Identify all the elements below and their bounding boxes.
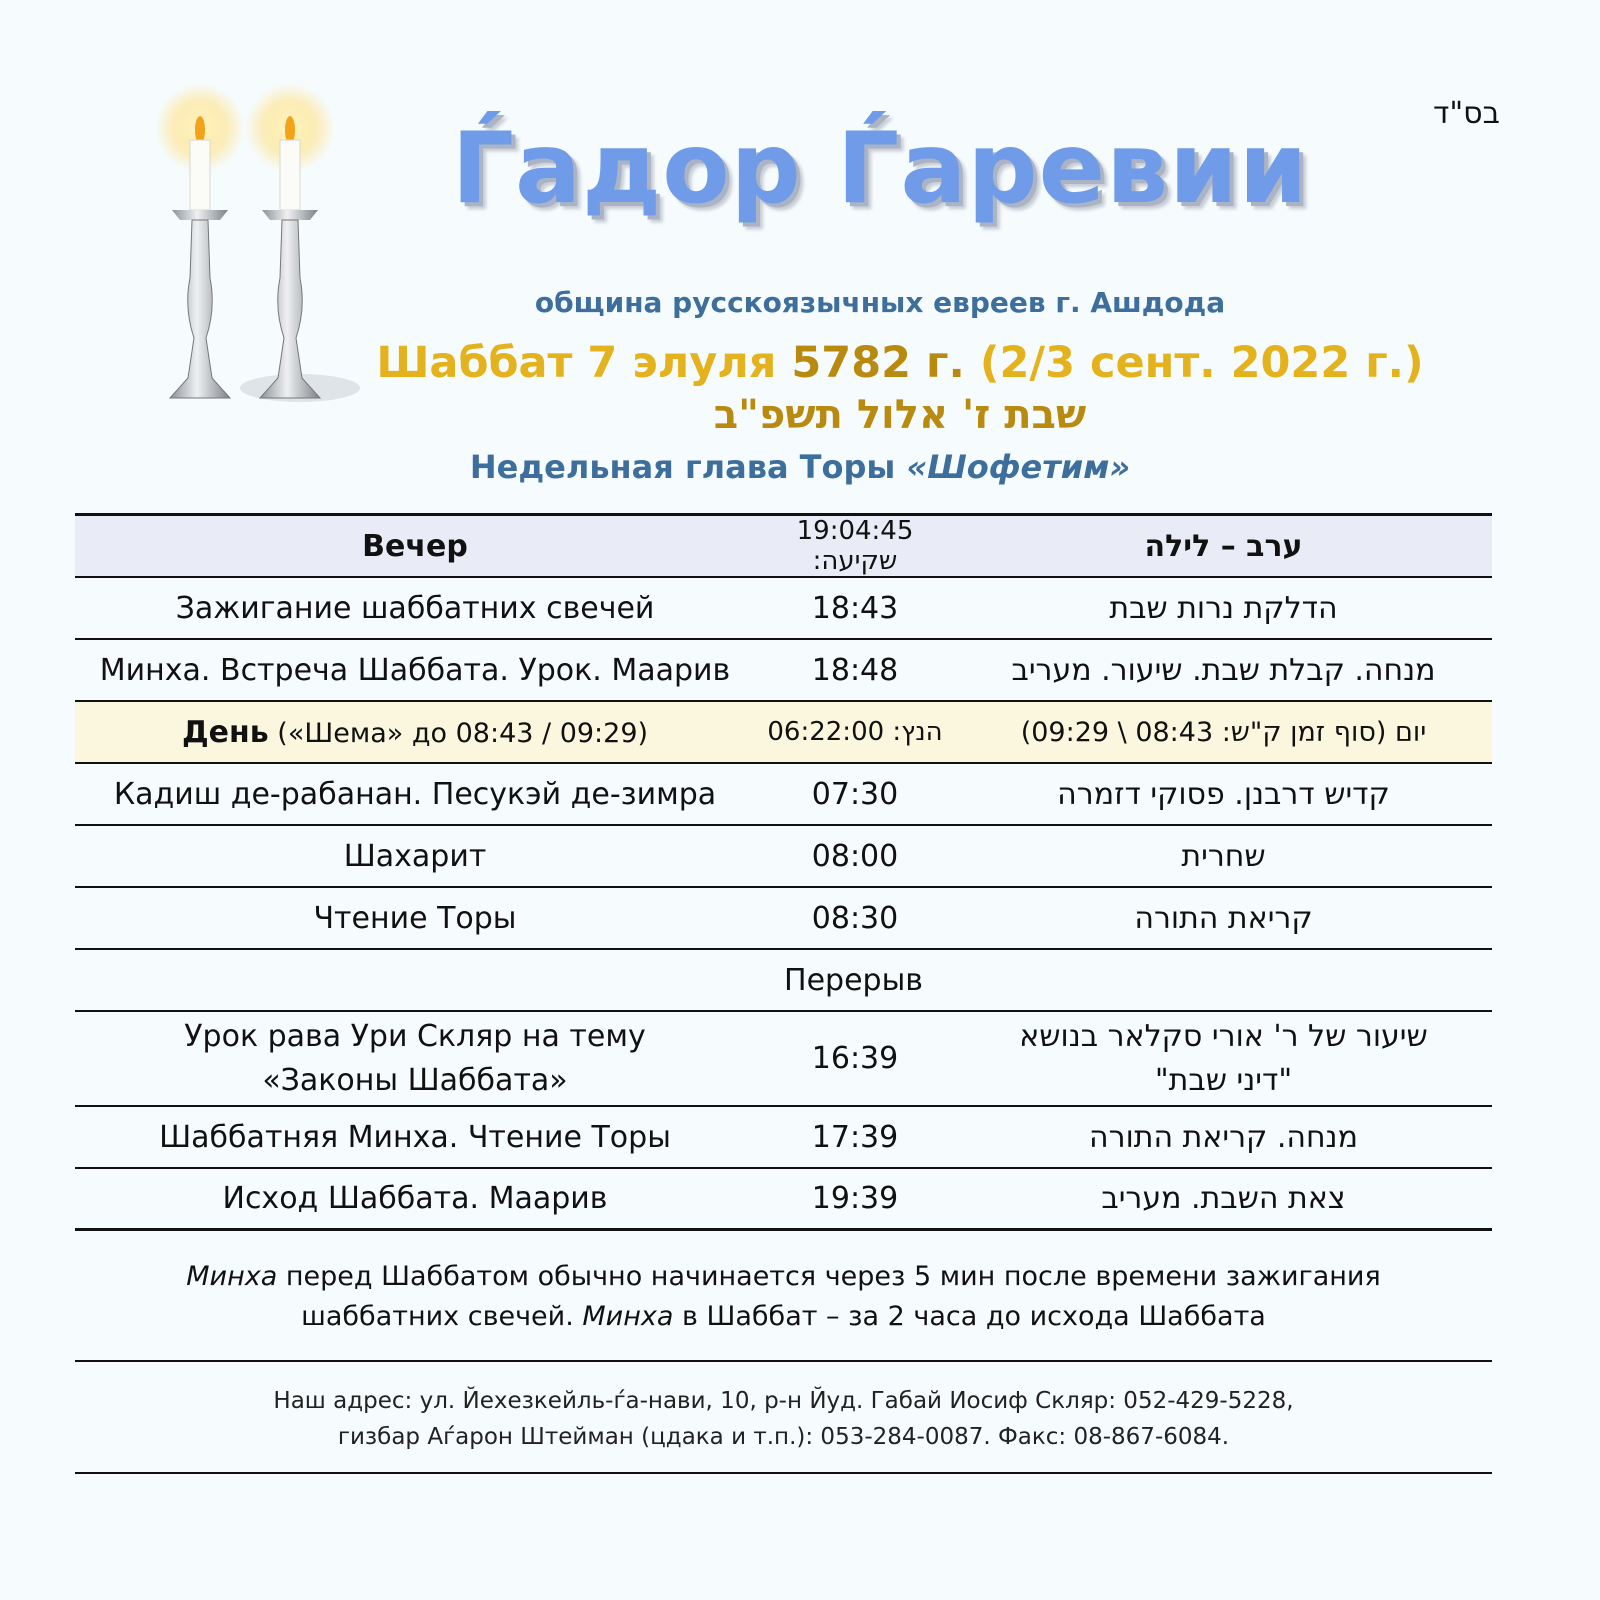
break-label: Перерыв xyxy=(784,962,923,998)
break-row xyxy=(75,950,1492,1012)
page-title: Ѓадор Ѓаревии xyxy=(451,112,1309,226)
note-text-3: в Шаббат – за 2 часа до исхода Шаббата xyxy=(673,1301,1266,1332)
day-ru xyxy=(75,715,755,750)
row-he: צאת השבת. מעריב xyxy=(1101,1181,1346,1216)
lesson-ru-line1: Урок рава Ури Скляр на тему xyxy=(184,1018,646,1054)
lesson-ru-line2: «Законы Шаббата» xyxy=(262,1062,568,1098)
table-row xyxy=(75,888,1492,950)
shabbat-date-ru-c: (2/3 сент. 2022 г.) xyxy=(979,338,1424,388)
row-he: שחרית xyxy=(1181,838,1266,874)
lesson-time: 16:39 xyxy=(811,1041,899,1076)
address-line-2: гизбар Аѓарон Штейман (цдака и т.п.): 053-284-0087. Факс: 08-867-6084. xyxy=(337,1424,1230,1450)
table-row xyxy=(75,1107,1492,1169)
row-time: 18:48 xyxy=(811,652,899,688)
row-ru: Кадиш де-рабанан. Песукэй де-зимра xyxy=(113,776,717,812)
note-text-1: перед Шаббатом обычно начинается через 5 мин после времени зажигания xyxy=(277,1261,1381,1292)
day-header-row xyxy=(75,702,1492,764)
row-he: קדיש דרבנן. פסוקי דזמרה xyxy=(1057,776,1390,812)
lesson-he xyxy=(955,1015,1492,1103)
divider-bottom xyxy=(75,1472,1492,1474)
note-text-2: шаббатних свечей. xyxy=(301,1301,583,1332)
row-time: 19:39 xyxy=(811,1181,899,1216)
lesson-ru xyxy=(75,1015,755,1103)
shabbat-date-ru xyxy=(0,338,1600,388)
table-row xyxy=(75,826,1492,888)
lesson-row xyxy=(75,1012,1492,1107)
bsd-mark: בס"ד xyxy=(1433,96,1500,131)
table-row xyxy=(75,764,1492,826)
row-time: 08:30 xyxy=(811,900,899,936)
row-he: קריאת התורה xyxy=(1134,900,1313,936)
lesson-he-line2: "דיני שבת" xyxy=(1154,1062,1293,1098)
parasha-line xyxy=(0,448,1600,486)
note-minha-2: Минха xyxy=(582,1301,674,1332)
day-shema: («Шема» до 08:43 / 09:29) xyxy=(268,717,649,749)
row-ru: Минха. Встреча Шаббата. Урок. Маарив xyxy=(99,652,731,688)
row-ru: Шахарит xyxy=(343,838,487,874)
row-ru: Исход Шаббата. Маарив xyxy=(222,1181,608,1216)
parasha-prefix: Недельная глава Торы xyxy=(469,448,907,486)
lesson-he-line1: שיעור של ר' אורי סקלאר בנושא xyxy=(1019,1018,1428,1054)
parasha-name: «Шофетим» xyxy=(906,448,1131,486)
row-ru: Зажигание шаббатних свечей xyxy=(175,590,655,626)
schedule-table xyxy=(75,513,1492,1231)
row-time: 17:39 xyxy=(811,1119,899,1155)
address-line-1: Наш адрес: ул. Йехезкейль-ѓа-нави, 10, р-н Йуд. Габай Иосиф Скляр: 052-429-5228, xyxy=(273,1388,1294,1414)
row-he: מנחה. קבלת שבת. שיעור. מעריב xyxy=(1011,652,1436,688)
minha-note xyxy=(75,1257,1492,1337)
table-row xyxy=(75,578,1492,640)
divider-top xyxy=(75,1360,1492,1362)
table-row xyxy=(75,1169,1492,1231)
sunrise-time: 06:22:00 :הנץ xyxy=(767,717,943,747)
note-minha-1: Минха xyxy=(186,1261,278,1292)
row-time: 08:00 xyxy=(811,838,899,874)
header-ru: Вечер xyxy=(362,528,468,564)
day-label: День xyxy=(181,714,269,750)
row-ru: Шаббатняя Минха. Чтение Торы xyxy=(159,1119,671,1155)
community-subtitle: община русскоязычных евреев г. Ашдода xyxy=(534,286,1226,319)
header-sunset: 19:04:45 :שקיעה xyxy=(796,516,914,576)
row-he: מנחה. קריאת התורה xyxy=(1089,1119,1358,1155)
row-he: הדלקת נרות שבת xyxy=(1109,590,1338,626)
day-he: יום (סוף זמן ק"ש: 08:43 \ 09:29) xyxy=(1020,716,1427,748)
shabbat-date-he: שבת ז' אלול תשפ"ב xyxy=(713,392,1087,438)
address-block xyxy=(75,1383,1492,1455)
row-time: 18:43 xyxy=(811,590,899,626)
table-header-row xyxy=(75,516,1492,578)
table-row xyxy=(75,640,1492,702)
shabbat-date-ru-a: Шаббат 7 элуля xyxy=(376,338,792,388)
row-time: 07:30 xyxy=(811,776,899,812)
shabbat-date-ru-b: 5782 г. xyxy=(791,338,980,388)
row-ru: Чтение Торы xyxy=(313,900,517,936)
header-he: ערב – לילה xyxy=(1144,528,1303,564)
